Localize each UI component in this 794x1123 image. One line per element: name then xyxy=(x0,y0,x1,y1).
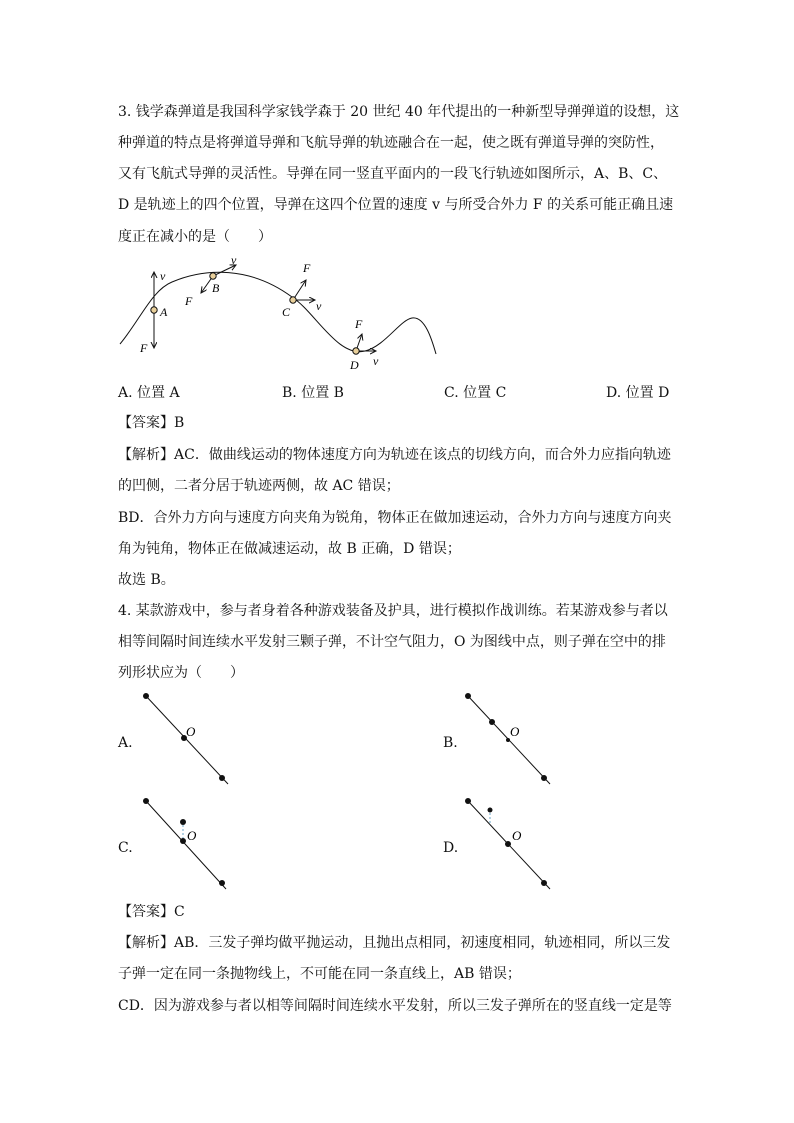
q3-analysis-line-1: 【解析】AC．做曲线运动的物体速度方向为轨迹在该点的切线方向，而合外力应指向轨迹 xyxy=(118,447,671,463)
q3-analysis-line-2: 的凹侧，二者分居于轨迹两侧，故 AC 错误； xyxy=(118,478,400,494)
q3-trajectory-figure xyxy=(110,250,450,380)
q4-stem-line-2: 相等间隔时间连续水平发射三颗子弹，不计空气阻力，O 为图线中点，则子弹在空中的排 xyxy=(118,634,666,650)
q3-option-a: A. 位置 A xyxy=(118,385,180,401)
q4-figure-d xyxy=(462,795,562,895)
svg-text:F: F xyxy=(185,294,193,308)
svg-text:F: F xyxy=(303,261,311,275)
q3-analysis-line-5: 故选 B。 xyxy=(118,572,175,588)
q3-option-d: D. 位置 D xyxy=(606,385,670,401)
point-a xyxy=(151,307,157,313)
q4-analysis-line-3: CD．因为游戏参与者以相等间隔时间连续水平发射，所以三发子弹所在的竖直线一定是等 xyxy=(118,998,672,1014)
q3-option-b: B. 位置 B xyxy=(282,385,344,401)
svg-text:v: v xyxy=(316,299,322,313)
point-b xyxy=(210,273,216,279)
q4-stem-line-1: 4. 某款游戏中，参与者身着各种游戏装备及护具，进行模拟作战训练。若某游戏参与者以 xyxy=(118,603,668,619)
q3-option-c: C. 位置 C xyxy=(444,385,507,401)
q3-stem-line-3: 又有飞航式导弹的灵活性。导弹在同一竖直平面内的一段飞行轨迹如图所示，A、B、C、 xyxy=(118,166,668,182)
q4-option-a-label: A. xyxy=(118,735,133,751)
q4-figure-b xyxy=(462,690,562,790)
q4-figure-a xyxy=(140,690,240,790)
svg-text:C: C xyxy=(282,305,291,319)
svg-text:O: O xyxy=(187,828,197,843)
q4-stem-line-3: 列形状应为（ ） xyxy=(118,665,244,681)
q4-figure-c xyxy=(140,795,240,895)
svg-text:O: O xyxy=(186,724,196,739)
svg-text:O: O xyxy=(512,828,522,843)
svg-text:D: D xyxy=(350,358,359,372)
q3-stem-line-1: 3. 钱学森弹道是我国科学家钱学森于 20 世纪 40 年代提出的一种新型导弹弹道的设想，这 xyxy=(118,104,680,120)
trajectory-curve xyxy=(120,272,436,354)
q3-stem-line-5: 度正在减小的是（ ） xyxy=(118,229,272,245)
svg-text:O: O xyxy=(510,724,520,739)
svg-text:F: F xyxy=(140,341,148,355)
q3-stem-line-2: 种弹道的特点是将弹道导弹和飞航导弹的轨迹融合在一起，使之既有弹道导弹的突防性， xyxy=(118,135,664,151)
q3-answer: 【答案】B xyxy=(118,415,185,431)
svg-text:v: v xyxy=(373,354,379,368)
svg-text:B: B xyxy=(212,281,220,295)
q4-option-c-label: C. xyxy=(118,840,133,856)
q4-answer: 【答案】C xyxy=(118,904,185,920)
q4-analysis-line-1: 【解析】AB．三发子弹均做平抛运动，且抛出点相同，初速度相同，轨迹相同，所以三发 xyxy=(118,935,671,951)
q4-analysis-line-2: 子弹一定在同一条抛物线上，不可能在同一条直线上，AB 错误； xyxy=(118,966,521,982)
point-c xyxy=(290,297,296,303)
svg-text:A: A xyxy=(160,305,168,319)
q4-option-d-label: D. xyxy=(443,840,459,856)
svg-text:v: v xyxy=(160,269,166,283)
svg-text:F: F xyxy=(355,317,363,331)
q4-option-b-label: B. xyxy=(443,735,458,751)
svg-text:v: v xyxy=(231,253,237,267)
q3-analysis-line-3: BD．合外力方向与速度方向夹角为锐角，物体正在做加速运动，合外力方向与速度方向夹 xyxy=(118,510,672,526)
point-d xyxy=(353,348,359,354)
q3-analysis-line-4: 角为钝角，物体正在做减速运动，故 B 正确，D 错误； xyxy=(118,541,461,557)
q3-stem-line-4: D 是轨迹上的四个位置，导弹在这四个位置的速度 v 与所受合外力 F 的关系可能正确且速 xyxy=(118,197,674,213)
